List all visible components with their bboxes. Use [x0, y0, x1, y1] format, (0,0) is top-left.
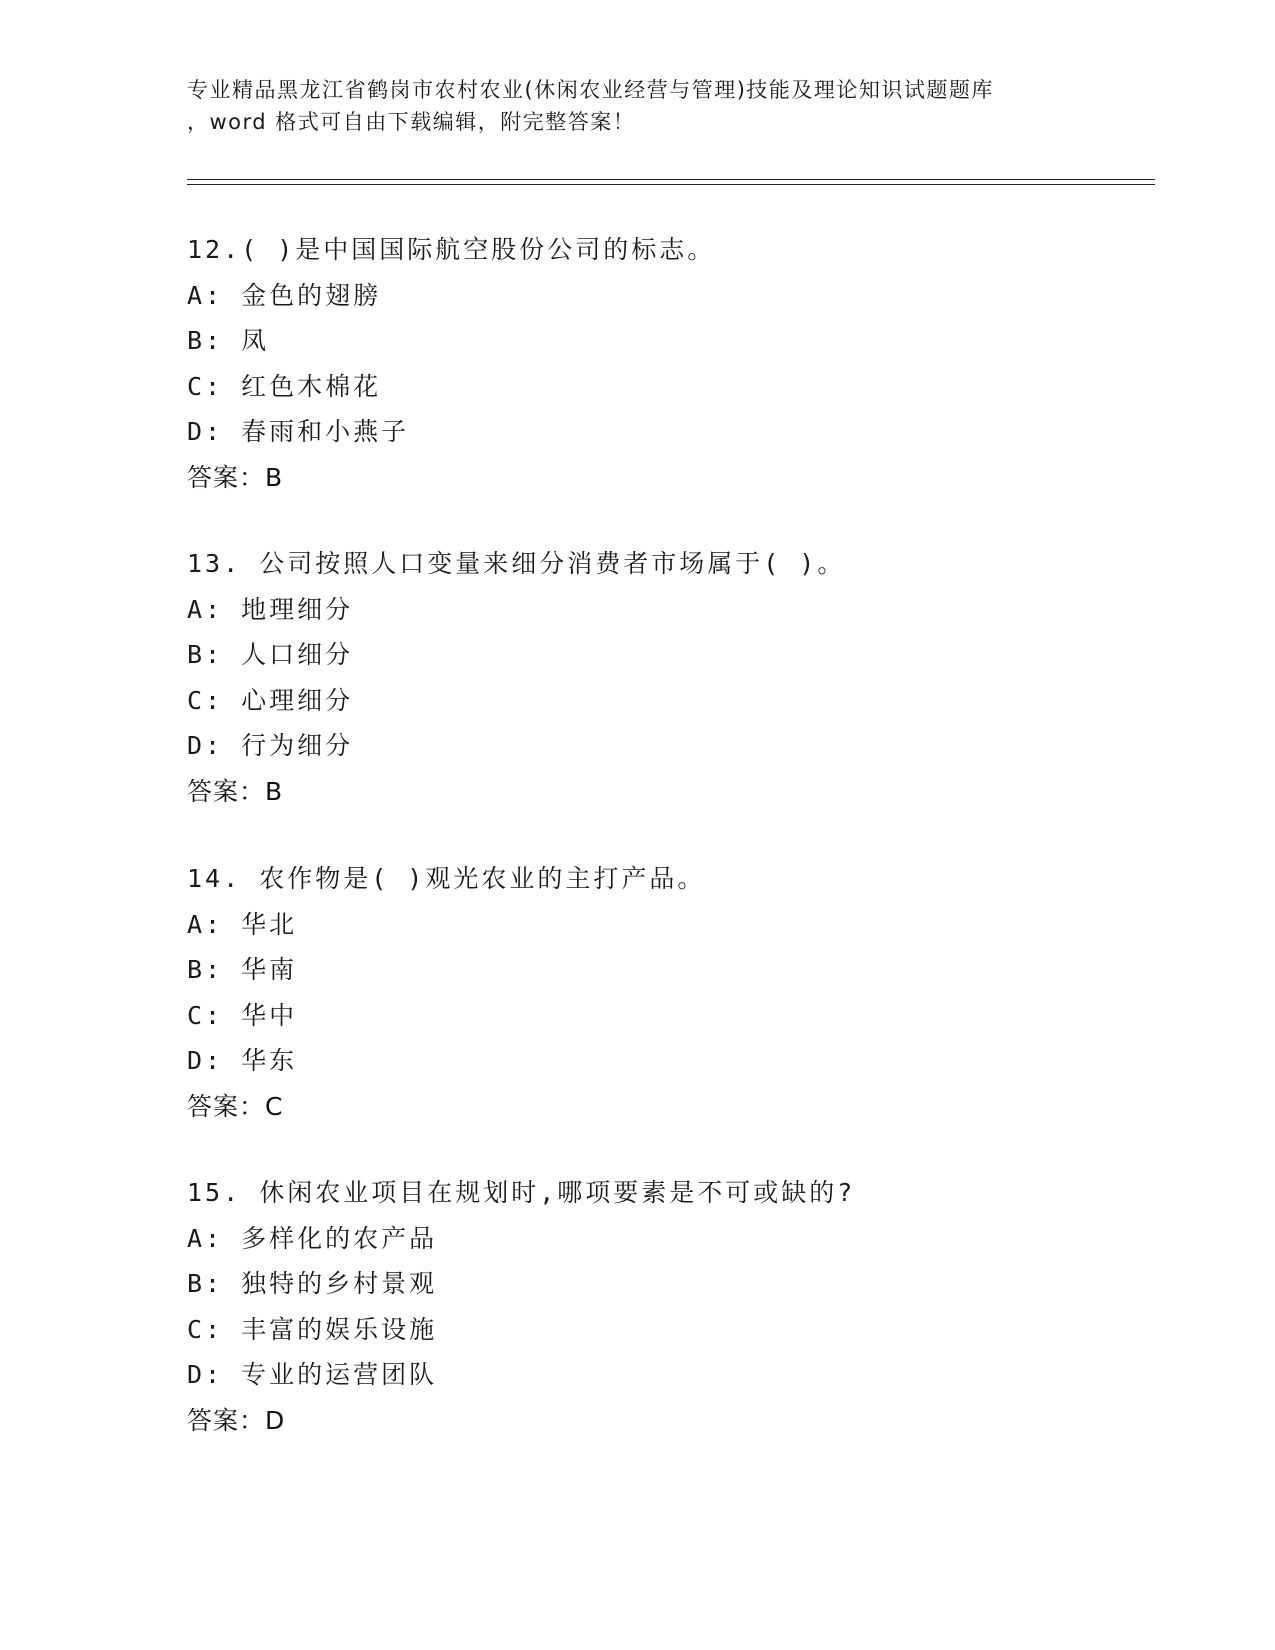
option-c: C: 心理细分 — [187, 685, 354, 715]
option-b: B: 华南 — [187, 955, 298, 984]
header-title-line-1: 专业精品黑龙江省鹤岗市农村农业(休闲农业经营与管理)技能及理论知识试题题库 — [187, 78, 994, 102]
document-header — [187, 74, 1087, 138]
option-a: A: 金色的翅膀 — [187, 280, 382, 310]
question-stem: 15. 休闲农业项目在规划时,哪项要素是不可或缺的? — [187, 1178, 856, 1207]
answer-label: 答案：B — [187, 776, 284, 806]
option-a: A: 华北 — [187, 909, 298, 939]
option-a: A: 地理细分 — [187, 594, 354, 624]
question-12 — [187, 227, 1147, 500]
header-divider-bottom — [187, 184, 1155, 185]
header-divider-top — [187, 179, 1155, 180]
option-c: C: 红色木棉花 — [187, 371, 382, 401]
option-c: C: 丰富的娱乐设施 — [187, 1314, 438, 1344]
question-stem: 12.( )是中国国际航空股份公司的标志。 — [187, 235, 716, 264]
question-stem: 13. 公司按照人口变量来细分消费者市场属于( )。 — [187, 549, 846, 578]
option-b: B: 凤 — [187, 326, 270, 355]
option-d: D: 华东 — [187, 1046, 298, 1075]
question-14 — [187, 856, 1147, 1129]
answer-label: 答案：C — [187, 1091, 284, 1121]
question-15 — [187, 1170, 1147, 1443]
option-d: D: 春雨和小燕子 — [187, 417, 410, 446]
answer-label: 答案：D — [187, 1405, 286, 1435]
option-d: D: 行为细分 — [187, 731, 354, 760]
header-title-line-2: ，word 格式可自由下载编辑，附完整答案！ — [187, 110, 636, 134]
option-d: D: 专业的运营团队 — [187, 1360, 438, 1389]
option-c: C: 华中 — [187, 1000, 298, 1030]
option-a: A: 多样化的农产品 — [187, 1223, 438, 1253]
option-b: B: 人口细分 — [187, 640, 354, 669]
answer-label: 答案：B — [187, 462, 284, 492]
question-13 — [187, 541, 1147, 814]
option-b: B: 独特的乡村景观 — [187, 1269, 438, 1298]
question-stem: 14. 农作物是( )观光农业的主打产品。 — [187, 864, 706, 893]
